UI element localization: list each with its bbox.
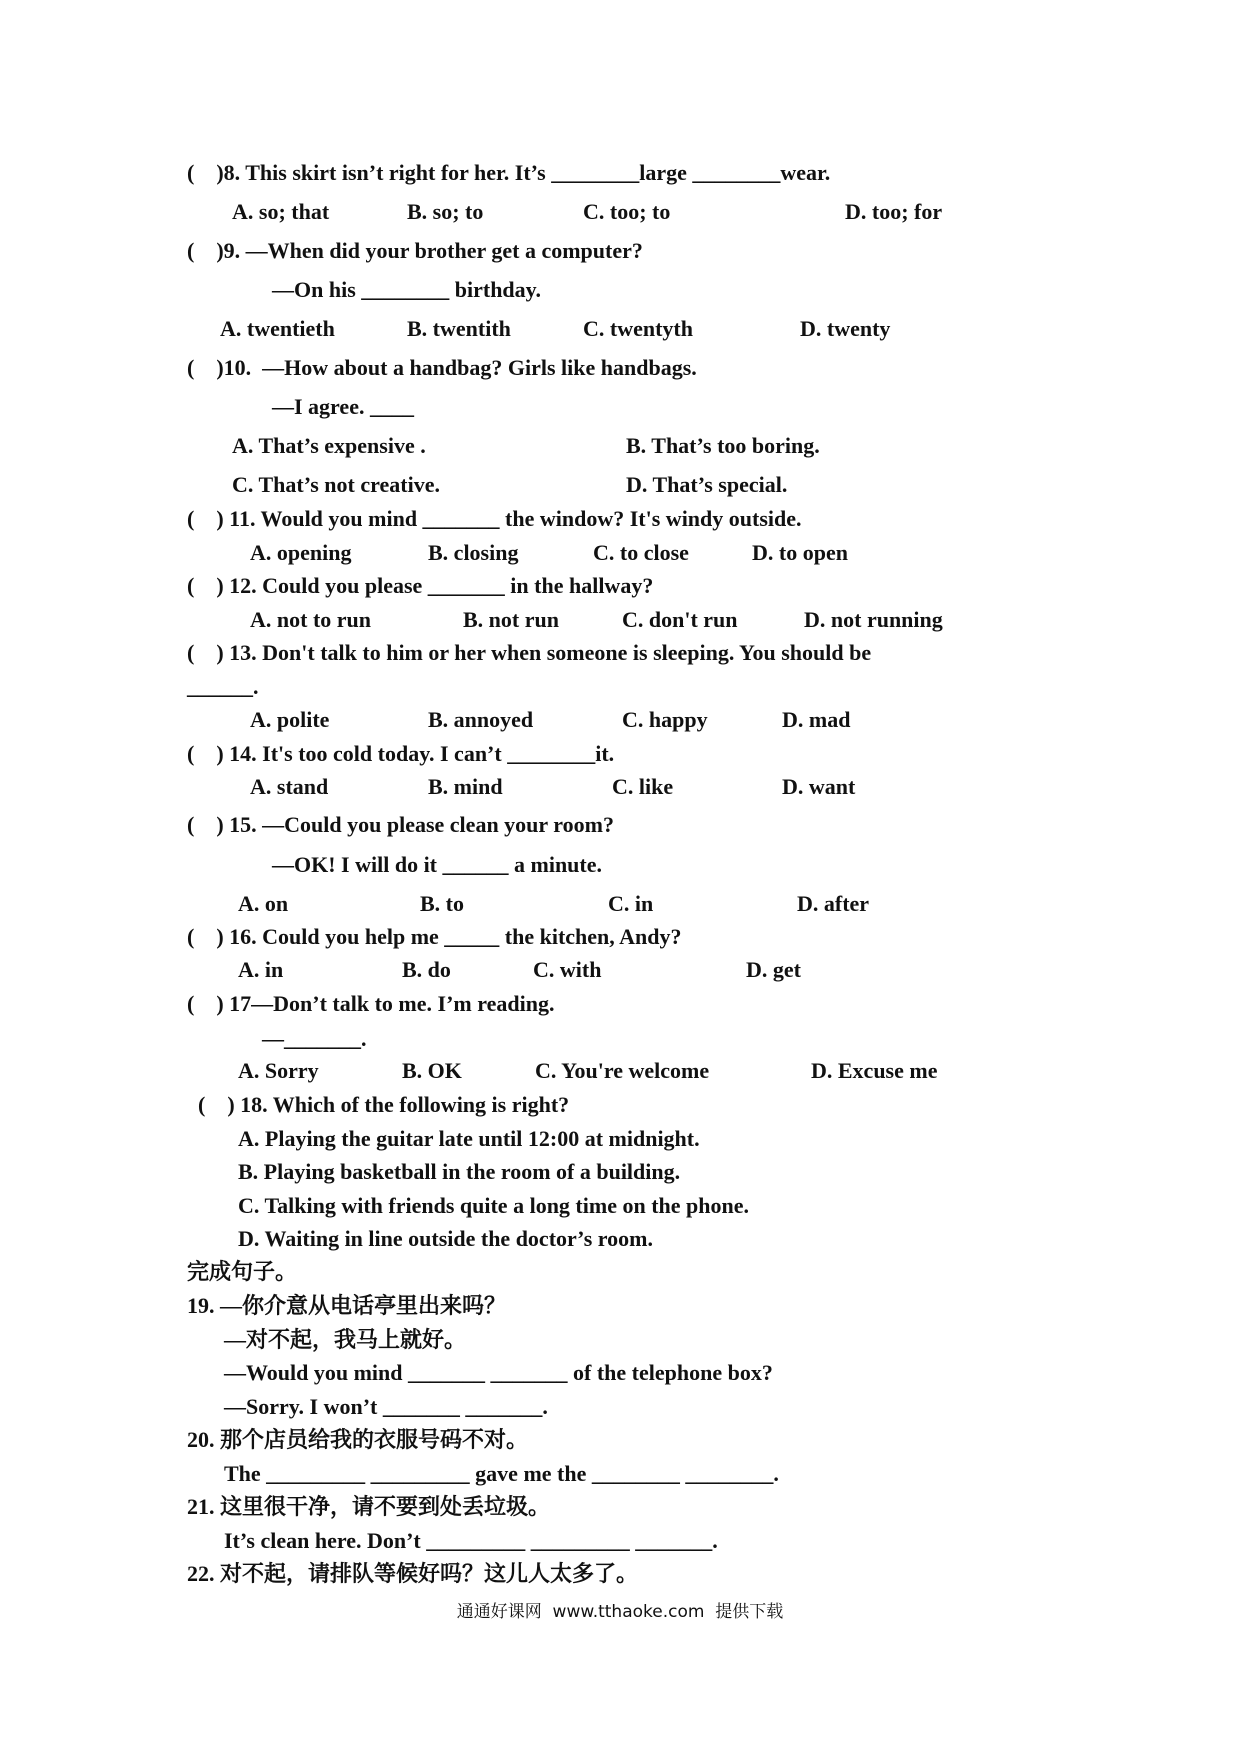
q13-option-b: B. annoyed	[428, 707, 534, 732]
q20-chinese-prompt: 20. 那个店员给我的衣服号码不对。	[187, 1427, 529, 1452]
question-11-stem: ( ) 11. Would you mind _______ the window? It's windy outside.	[187, 506, 802, 531]
q18-option-d: D. Waiting in line outside the doctor’s room.	[238, 1226, 653, 1251]
q15-option-d: D. after	[797, 891, 870, 916]
q18-option-a: A. Playing the guitar late until 12:00 at midnight.	[238, 1126, 700, 1151]
q14-option-b: B. mind	[428, 774, 503, 799]
question-12-stem: ( ) 12. Could you please _______ in the hallway?	[187, 573, 654, 598]
q19-english-line-1: —Would you mind _______ _______ of the telephone box?	[224, 1360, 773, 1385]
q20-english-line: The _________ _________ gave me the ________ ________.	[224, 1461, 779, 1486]
question-14-stem: ( ) 14. It's too cold today. I can’t ________it.	[187, 741, 615, 766]
q13-option-a: A. polite	[250, 707, 330, 732]
q17-option-d: D. Excuse me	[811, 1058, 938, 1083]
q8-option-c: C. too; to	[583, 199, 671, 224]
page-footer: 通通好课网 www.tthaoke.com 提供下载	[456, 1602, 784, 1622]
q10-reply: —I agree. ____	[272, 394, 414, 419]
q10-option-a: A. That’s expensive .	[232, 433, 426, 458]
question-9-stem: ( )9. —When did your brother get a computer?	[187, 238, 643, 263]
q14-option-d: D. want	[782, 774, 856, 799]
q16-option-b: B. do	[402, 957, 451, 982]
q17-option-b: B. OK	[402, 1058, 462, 1083]
q16-option-c: C. with	[533, 957, 602, 982]
q8-option-d: D. too; for	[845, 199, 943, 224]
q14-option-a: A. stand	[250, 774, 329, 799]
q9-option-b: B. twentith	[407, 316, 511, 341]
q17-reply: —_______.	[262, 1026, 367, 1051]
q19-chinese-reply: —对不起，我马上就好。	[224, 1327, 467, 1352]
q19-chinese-prompt: 19. —你介意从电话亭里出来吗？	[187, 1293, 507, 1318]
q15-reply: —OK! I will do it ______ a minute.	[272, 852, 603, 877]
q18-option-b: B. Playing basketball in the room of a building.	[238, 1159, 681, 1184]
q12-option-c: C. don't run	[622, 607, 738, 632]
q11-option-d: D. to open	[752, 540, 848, 565]
q15-option-b: B. to	[420, 891, 464, 916]
q12-option-b: B. not run	[463, 607, 559, 632]
q15-option-a: A. on	[238, 891, 289, 916]
q9-option-c: C. twentyth	[583, 316, 693, 341]
q16-option-a: A. in	[238, 957, 284, 982]
q21-english-line: It’s clean here. Don’t _________ _________ _______.	[224, 1528, 718, 1553]
q15-option-c: C. in	[608, 891, 654, 916]
q13-option-d: D. mad	[782, 707, 851, 732]
q22-chinese-prompt: 22. 对不起，请排队等候好吗？这儿人太多了。	[187, 1561, 639, 1586]
q12-option-d: D. not running	[804, 607, 943, 632]
question-16-stem: ( ) 16. Could you help me _____ the kitchen, Andy?	[187, 924, 682, 949]
q10-option-d: D. That’s special.	[626, 472, 788, 497]
q18-option-c: C. Talking with friends quite a long time on the phone.	[238, 1193, 749, 1218]
q11-option-b: B. closing	[428, 540, 519, 565]
q9-option-d: D. twenty	[800, 316, 891, 341]
q8-option-a: A. so; that	[232, 199, 330, 224]
q9-option-a: A. twentieth	[220, 316, 335, 341]
q11-option-a: A. opening	[250, 540, 352, 565]
question-8-stem: ( )8. This skirt isn’t right for her. It’s ________large ________wear.	[187, 160, 831, 185]
question-10-stem: ( )10. —How about a handbag? Girls like handbags.	[187, 355, 697, 380]
q11-option-c: C. to close	[593, 540, 689, 565]
q16-option-d: D. get	[746, 957, 801, 982]
q12-option-a: A. not to run	[250, 607, 372, 632]
question-13-stem: ( ) 13. Don't talk to him or her when someone is sleeping. You should be	[187, 640, 872, 665]
section-title: 完成句子。	[187, 1259, 298, 1284]
q17-option-a: A. Sorry	[238, 1058, 319, 1083]
q10-option-c: C. That’s not creative.	[232, 472, 440, 497]
q13-option-c: C. happy	[622, 707, 708, 732]
question-15-stem: ( ) 15. —Could you please clean your room?	[187, 812, 614, 837]
question-13-stem-cont: ______.	[187, 674, 259, 699]
q14-option-c: C. like	[612, 774, 674, 799]
question-18-stem: ( ) 18. Which of the following is right?	[198, 1092, 570, 1117]
q9-reply: —On his ________ birthday.	[272, 277, 541, 302]
q21-chinese-prompt: 21. 这里很干净，请不要到处丢垃圾。	[187, 1494, 551, 1519]
q10-option-b: B. That’s too boring.	[626, 433, 820, 458]
question-17-stem: ( ) 17—Don’t talk to me. I’m reading.	[187, 991, 555, 1016]
q8-option-b: B. so; to	[407, 199, 484, 224]
q19-english-line-2: —Sorry. I won’t _______ _______.	[224, 1394, 548, 1419]
q17-option-c: C. You're welcome	[535, 1058, 710, 1083]
